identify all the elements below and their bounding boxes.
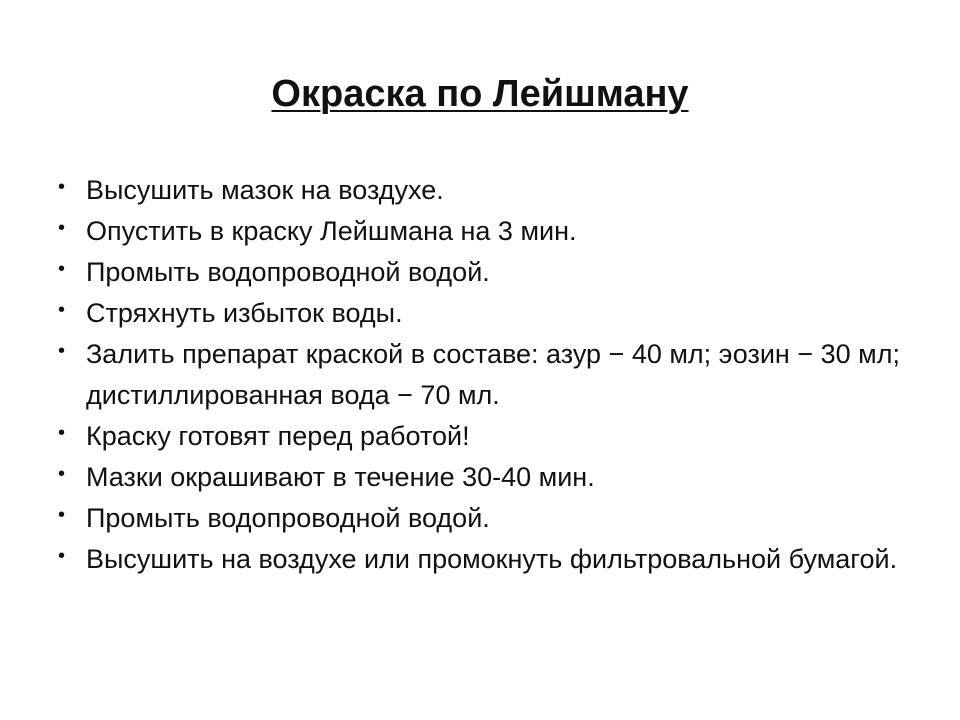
list-item — [55, 334, 915, 416]
list-item-text: Мазки окрашивают в течение 30-40 мин. — [86, 462, 595, 492]
bullet-icon: • — [58, 545, 66, 567]
bullet-icon: • — [58, 299, 66, 321]
list-item-text: Опустить в краску Лейшмана на 3 мин. — [86, 216, 577, 246]
list-item-text: Промыть водопроводной водой. — [86, 503, 490, 533]
list-item — [55, 539, 915, 580]
bullet-icon: • — [58, 340, 66, 362]
bullet-list — [55, 170, 915, 580]
bullet-icon: • — [58, 258, 66, 280]
list-item-text: Высушить мазок на воздухе. — [86, 175, 444, 205]
list-item-text: Промыть водопроводной водой. — [86, 257, 490, 287]
bullet-icon: • — [58, 422, 66, 444]
list-item-text: Высушить на воздухе или промокнуть фильтровальной бумагой. — [86, 544, 898, 574]
list-item — [55, 211, 915, 252]
list-item — [55, 498, 915, 539]
list-item — [55, 416, 915, 457]
list-item — [55, 457, 915, 498]
slide-title: Окраска по Лейшману — [271, 73, 689, 115]
list-item — [55, 252, 915, 293]
list-item — [55, 293, 915, 334]
list-item — [55, 170, 915, 211]
list-item-text: Стряхнуть избыток воды. — [86, 298, 403, 328]
list-item-text: Залить препарат краской в составе: азур − 40 мл; эозин − 30 мл; дистиллированная вода − 70 мл. — [86, 339, 900, 410]
bullet-icon: • — [58, 463, 66, 485]
bullet-icon: • — [58, 176, 66, 198]
bullet-icon: • — [58, 504, 66, 526]
list-item-text: Краску готовят перед работой! — [86, 421, 470, 451]
bullet-icon: • — [58, 217, 66, 239]
